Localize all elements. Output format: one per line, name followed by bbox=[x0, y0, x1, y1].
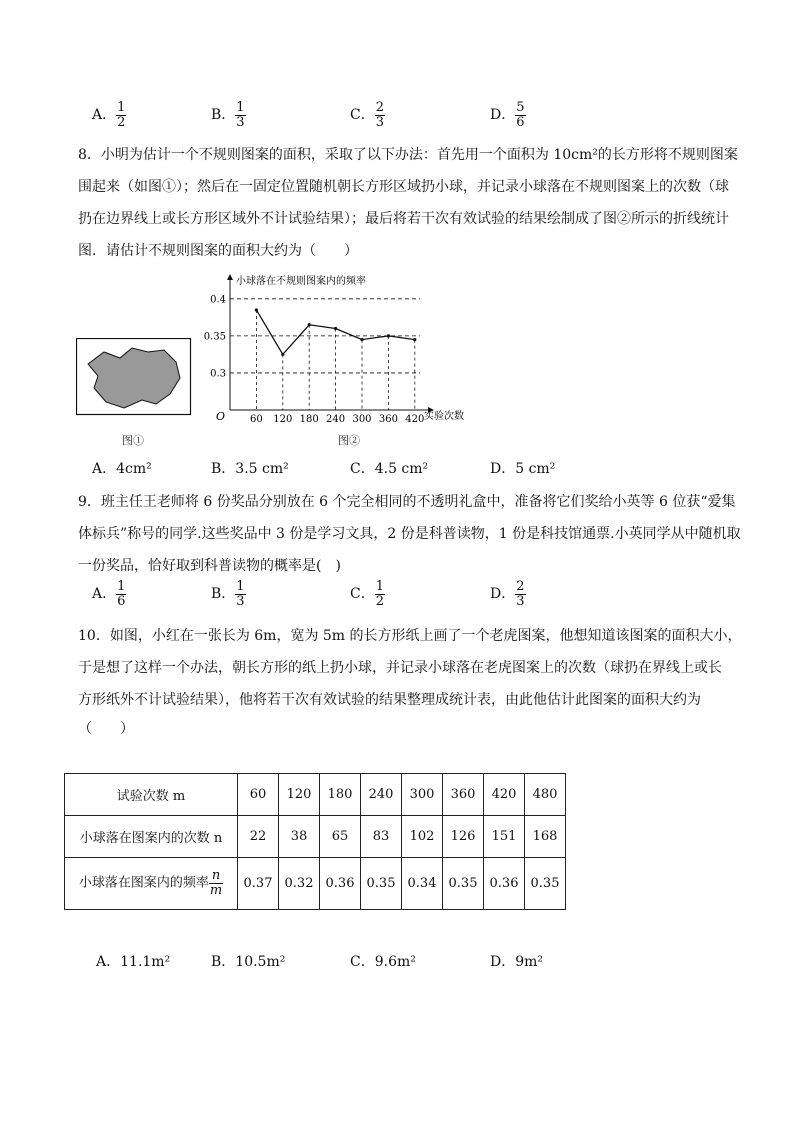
stats-table bbox=[64, 773, 566, 910]
q8-option-d[interactable]: D．5 cm² bbox=[490, 461, 556, 477]
chart-origin-label: O bbox=[216, 410, 226, 423]
x-tick-label: 120 bbox=[273, 414, 293, 425]
q8-line-4: 图．请估计不规则图案的面积大约为（ ） bbox=[78, 243, 358, 259]
y-axis-arrow bbox=[227, 274, 233, 280]
x-tick-label: 420 bbox=[405, 414, 425, 425]
q10-line-3: 方形纸外不计试验结果），他将若干次有效试验的结果整理成统计表，由此他估计此图案的面积大约为 bbox=[78, 692, 701, 708]
fraction: $\frac{5}{6}$ bbox=[516, 100, 525, 130]
q8-line-1: 8．小明为估计一个不规则图案的面积，采取了以下办法：首先用一个面积为 10cm²的长方形将不规则图案 bbox=[78, 147, 738, 163]
data-point bbox=[334, 327, 337, 330]
x-tick-label: 360 bbox=[378, 414, 398, 425]
figure2-caption: 图② bbox=[338, 434, 360, 447]
fraction: $\frac{2}{3}$ bbox=[375, 100, 384, 130]
row-label: 试验次数 m bbox=[65, 774, 238, 816]
q9-line-1: 9．班主任王老师将 6 份奖品分别放在 6 个完全相同的不透明礼盒中，准备将它们奖给小英等 6 位获“爱集 bbox=[78, 494, 736, 510]
fraction: $\frac{1}{3}$ bbox=[236, 100, 245, 130]
table-row: 小球落在图案内的次数 n 22 38 65 83 102 126 151 168 bbox=[65, 816, 566, 858]
q7-option-c[interactable]: C． $\frac{2}{3}$ bbox=[350, 100, 384, 130]
figure1-rectangle bbox=[76, 338, 192, 416]
q9-line-3: 一份奖品，恰好取到科普读物的概率是( ) bbox=[78, 558, 341, 574]
q7-option-a[interactable]: A． $\frac{1}{2}$ bbox=[92, 100, 126, 130]
q8-option-b[interactable]: B．3.5 cm² bbox=[211, 461, 289, 477]
data-point bbox=[360, 338, 363, 341]
data-point bbox=[413, 338, 416, 341]
q7-option-d[interactable]: D． $\frac{5}{6}$ bbox=[490, 100, 525, 130]
data-point bbox=[255, 308, 258, 311]
fraction: $\frac{1}{2}$ bbox=[117, 100, 126, 130]
q8-line-2: 围起来（如图①）；然后在一固定位置随机朝长方形区域扔小球，并记录小球落在不规则图案上的次数（球 bbox=[78, 179, 729, 195]
q9-option-c[interactable]: C． $\frac{1}{2}$ bbox=[350, 579, 384, 609]
q10-option-b[interactable]: B．10.5m² bbox=[211, 954, 286, 970]
q9-option-b[interactable]: B． $\frac{1}{3}$ bbox=[211, 579, 245, 609]
x-tick-label: 60 bbox=[250, 414, 263, 425]
row-label: 小球落在图案内的次数 n bbox=[65, 816, 238, 858]
table-row: 小球落在图案内的频率 $\frac{n}{m}$ 0.37 0.32 0.36 0.35 0.34 0.35 0.36 0.35 bbox=[65, 858, 566, 910]
q8-option-a[interactable]: A．4cm² bbox=[92, 461, 152, 477]
figure1-caption: 图① bbox=[122, 434, 144, 447]
x-tick-label: 300 bbox=[352, 414, 372, 425]
q10-option-d[interactable]: D．9m² bbox=[490, 954, 544, 970]
table-row: 试验次数 m 60 120 180 240 300 360 420 480 bbox=[65, 774, 566, 816]
q9-line-2: 体标兵”称号的同学.这些奖品中 3 份是学习文具，2 份是科普读物，1 份是科技馆通票.小英同学从中随机取 bbox=[78, 526, 741, 542]
y-tick-label: 0.3 bbox=[210, 368, 226, 380]
chart-xlabel: 实验次数 bbox=[424, 411, 464, 422]
q10-line-1: 10．如图，小红在一张长为 6m，宽为 5m 的长方形纸上画了一个老虎图案，他想知道该图案的面积大小， bbox=[78, 628, 742, 644]
q9-option-d[interactable]: D． $\frac{2}{3}$ bbox=[490, 579, 525, 609]
data-point bbox=[387, 334, 390, 337]
q10-line-2: 于是想了这样一个办法，朝长方形的纸上扔小球，并记录小球落在老虎图案上的次数（球扔在界线上或长 bbox=[78, 660, 722, 676]
q10-option-c[interactable]: C．9.6m² bbox=[350, 954, 416, 970]
frequency-line-chart bbox=[200, 268, 480, 428]
q9-option-a[interactable]: A． $\frac{1}{6}$ bbox=[92, 579, 126, 609]
data-point bbox=[281, 353, 284, 356]
q10-line-4: （ ） bbox=[78, 721, 134, 737]
chart-ylabel: 小球落在不规则图案内的频率 bbox=[236, 276, 366, 287]
x-tick-label: 240 bbox=[326, 414, 346, 425]
q7-option-b[interactable]: B． $\frac{1}{3}$ bbox=[211, 100, 245, 130]
q8-option-c[interactable]: C．4.5 cm² bbox=[350, 461, 429, 477]
q10-option-a[interactable]: A．11.1m² bbox=[96, 954, 171, 970]
y-tick-label: 0.4 bbox=[210, 294, 226, 306]
data-point bbox=[308, 323, 311, 326]
x-tick-label: 180 bbox=[299, 414, 319, 425]
q8-line-3: 扔在边界线上或长方形区域外不计试验结果）；最后将若干次有效试验的结果绘制成了图②所示的折线统计 bbox=[78, 211, 729, 227]
row-label: 小球落在图案内的频率 $\frac{n}{m}$ bbox=[65, 858, 238, 910]
y-tick-label: 0.35 bbox=[203, 331, 226, 343]
